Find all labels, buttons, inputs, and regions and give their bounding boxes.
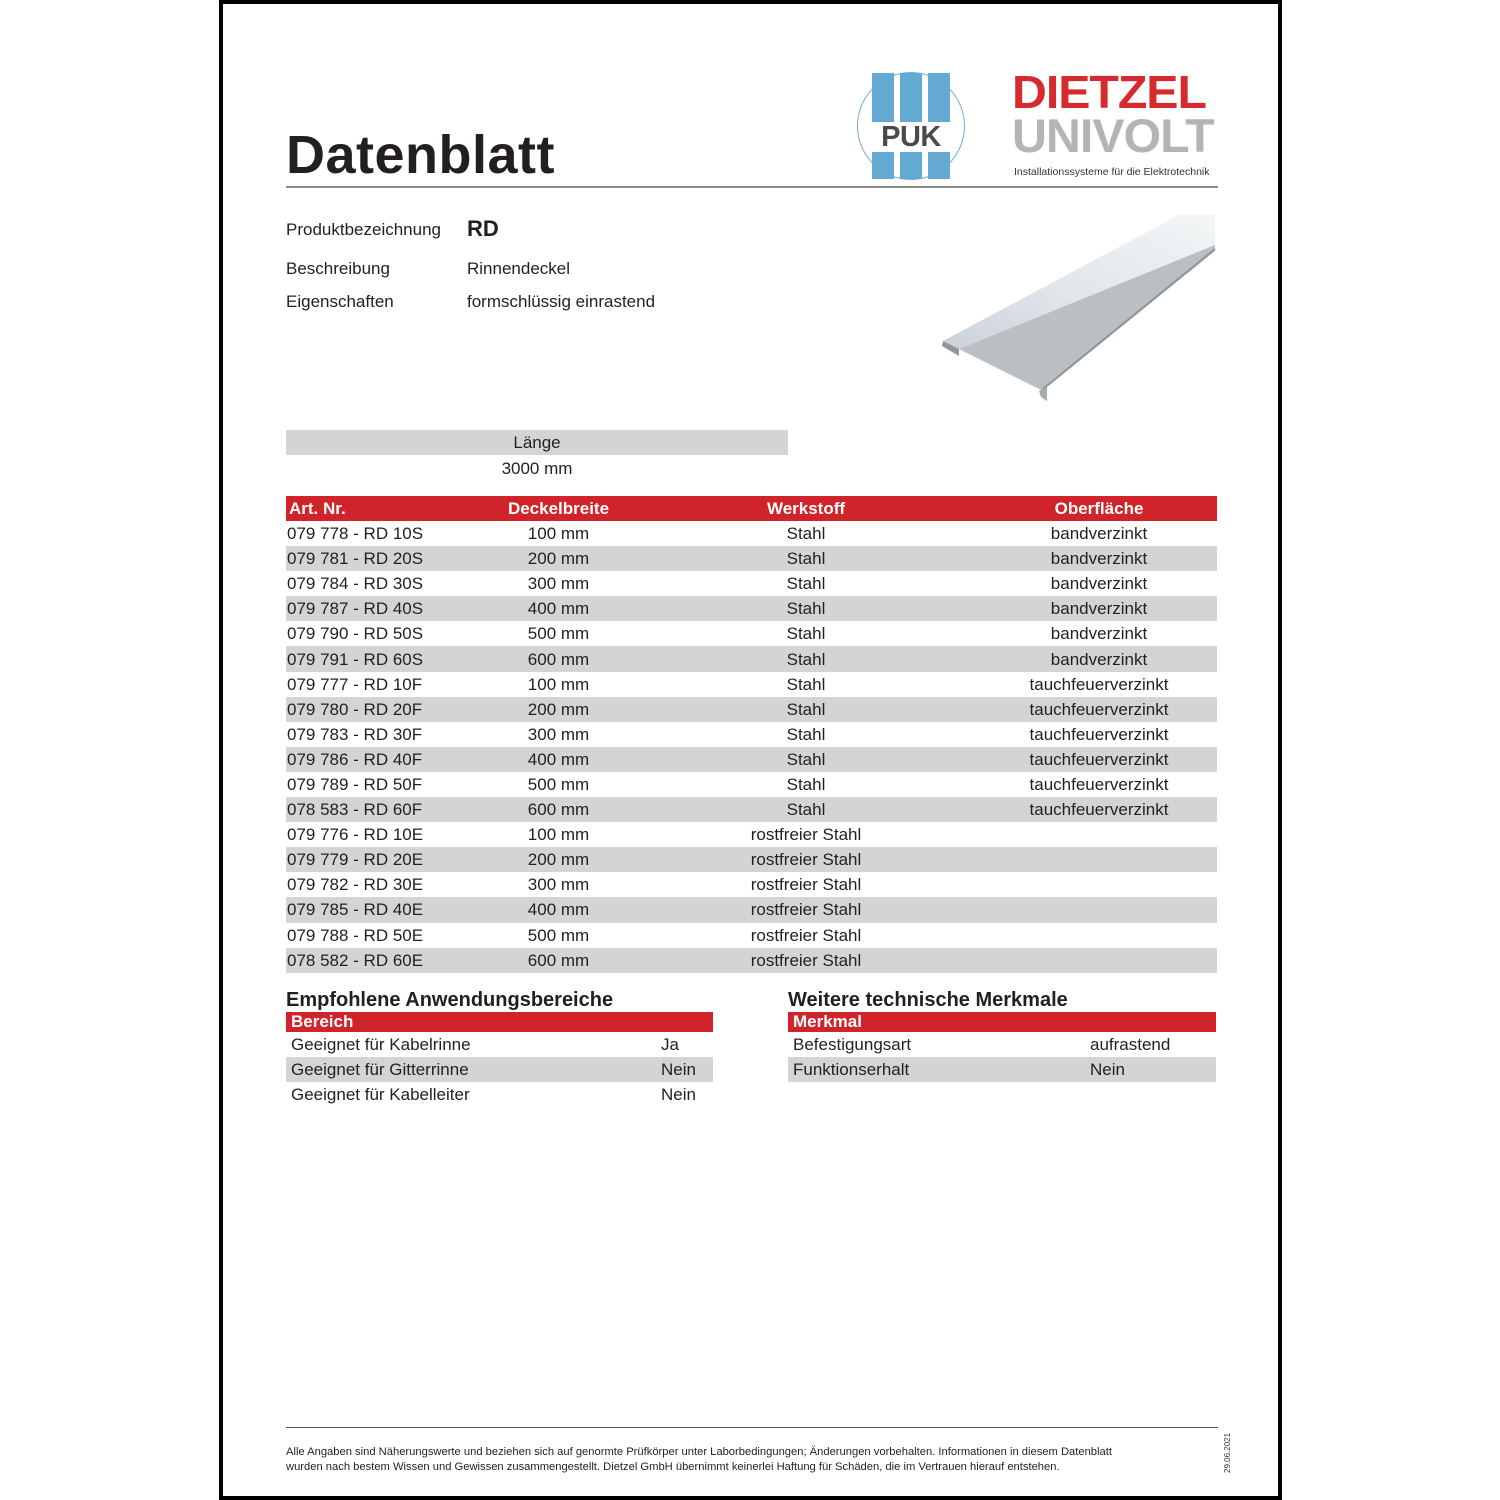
cell-art-nr: 079 790 - RD 50S: [287, 624, 424, 644]
article-table-header: [286, 496, 1217, 521]
disclaimer-line-1: Alle Angaben sind Näherungswerte und beziehen sich auf genormte Prüfkörper unter Laborbedingungen; Änderungen vorbehalten. Informationen in diesem Datenblatt: [286, 1446, 1112, 1458]
cell-width: 100 mm: [527, 524, 590, 544]
cell-material: Stahl: [786, 724, 826, 744]
cell-width: 500 mm: [527, 624, 590, 644]
cell-material: Stahl: [786, 624, 826, 644]
datasheet-page: [219, 0, 1282, 1500]
cell-material: Stahl: [631, 596, 981, 621]
cell-material: Stahl: [786, 774, 826, 794]
cell-material: rostfreier Stahl: [750, 825, 862, 845]
cell-art-nr: 079 782 - RD 30E: [287, 875, 424, 895]
table-row: [788, 1057, 1216, 1082]
cell-surface: bandverzinkt: [981, 546, 1217, 571]
cell-surface: tauchfeuerverzinkt: [981, 747, 1217, 772]
cell-art-nr: 079 780 - RD 20F: [286, 697, 486, 722]
table-row: [286, 546, 1217, 571]
cell-width: 200 mm: [486, 546, 631, 571]
cell-material: Stahl: [786, 524, 826, 544]
cell-material: Stahl: [631, 797, 981, 822]
cell-surface: [981, 822, 1217, 847]
cell-width: 600 mm: [486, 948, 631, 973]
cell-feature-value: aufrastend: [1090, 1035, 1171, 1054]
table-row: [286, 521, 1217, 546]
cell-material: Stahl: [631, 697, 981, 722]
cell-width: 200 mm: [486, 847, 631, 872]
cell-material: rostfreier Stahl: [631, 847, 981, 872]
cell-surface: bandverzinkt: [1050, 624, 1148, 644]
cell-material: Stahl: [786, 574, 826, 594]
cell-width: 500 mm: [527, 774, 590, 794]
properties-value: formschlüssig einrastend: [467, 292, 656, 311]
cell-width: 400 mm: [486, 747, 631, 772]
table-row: [286, 621, 1217, 646]
cell-width: 300 mm: [527, 724, 590, 744]
cell-area: Geeignet für Kabelrinne: [291, 1035, 471, 1054]
cell-width: 300 mm: [527, 574, 590, 594]
cell-width: 200 mm: [486, 697, 631, 722]
cell-surface: [981, 948, 1217, 973]
footer-disclaimer: [286, 1445, 1221, 1475]
cell-width: 500 mm: [527, 925, 590, 945]
cell-surface: tauchfeuerverzinkt: [1029, 774, 1169, 794]
table-row: [286, 797, 1217, 822]
table-row: [788, 1032, 1216, 1057]
cell-suitable: Nein: [656, 1057, 713, 1082]
cell-art-nr: 079 783 - RD 30F: [287, 724, 423, 744]
table-row: [286, 1032, 713, 1057]
cell-material: Stahl: [631, 646, 981, 671]
table-row: [286, 847, 1217, 872]
cell-material: rostfreier Stahl: [750, 925, 862, 945]
applications-header: Bereich: [286, 1012, 713, 1032]
table-row: [286, 1057, 713, 1082]
cell-material: rostfreier Stahl: [631, 948, 981, 973]
cell-feature: Befestigungsart: [793, 1035, 912, 1054]
cell-area: Geeignet für Kabelleiter: [291, 1085, 470, 1104]
dietzel-logo-text: DIETZEL: [1012, 66, 1206, 118]
cell-art-nr: 079 784 - RD 30S: [287, 574, 424, 594]
features-table: [788, 1012, 1216, 1082]
cell-material: Stahl: [631, 747, 981, 772]
cell-surface: [981, 847, 1217, 872]
table-row: [286, 948, 1217, 973]
product-name-value: RD: [467, 216, 499, 241]
col-header-deckelbreite: Deckelbreite: [486, 496, 631, 521]
table-row: [286, 747, 1217, 772]
cell-material: rostfreier Stahl: [631, 897, 981, 922]
table-row: [286, 571, 1217, 596]
description-label: Beschreibung: [286, 259, 390, 278]
cell-width: 300 mm: [527, 875, 590, 895]
cell-art-nr: 079 781 - RD 20S: [286, 546, 486, 571]
cell-width: 600 mm: [486, 646, 631, 671]
cell-surface: tauchfeuerverzinkt: [981, 697, 1217, 722]
cell-surface: bandverzinkt: [1050, 524, 1148, 544]
cell-feature: Funktionserhalt: [788, 1057, 1085, 1082]
cell-surface: bandverzinkt: [981, 596, 1217, 621]
cell-surface: [981, 897, 1217, 922]
cell-art-nr: 078 583 - RD 60F: [286, 797, 486, 822]
article-table: [286, 496, 1217, 973]
table-row: [286, 822, 1217, 847]
puk-logo-text: PUK: [870, 122, 952, 152]
length-value: 3000 mm: [501, 459, 573, 478]
table-row: [286, 1082, 713, 1107]
univolt-logo-text: UNIVOLT: [1012, 109, 1214, 162]
cell-material: Stahl: [631, 546, 981, 571]
features-title: Weitere technische Merkmale: [788, 989, 1068, 1011]
cell-surface: tauchfeuerverzinkt: [1029, 674, 1169, 694]
cell-art-nr: 079 786 - RD 40F: [286, 747, 486, 772]
cell-suitable: Nein: [661, 1085, 696, 1104]
col-header-oberflaeche: Oberfläche: [981, 496, 1217, 521]
table-row: [286, 872, 1217, 897]
cell-art-nr: 079 789 - RD 50F: [287, 774, 423, 794]
applications-table: [286, 1012, 713, 1107]
disclaimer-line-2: wurden nach bestem Wissen und Gewissen zusammengestellt. Dietzel GmbH übernimmt keinerlei Haftung für Schäden, die im Vertrauen hierauf entstehen.: [286, 1461, 1060, 1473]
cell-material: Stahl: [786, 674, 826, 694]
cell-material: rostfreier Stahl: [750, 875, 862, 895]
cell-width: 400 mm: [486, 897, 631, 922]
cell-art-nr: 078 582 - RD 60E: [286, 948, 486, 973]
cell-art-nr: 079 788 - RD 50E: [287, 925, 424, 945]
table-row: [286, 596, 1217, 621]
cell-width: 100 mm: [527, 674, 590, 694]
table-row: [286, 672, 1217, 697]
product-image: [939, 211, 1219, 406]
cell-art-nr: 079 785 - RD 40E: [286, 897, 486, 922]
cell-surface: [981, 923, 1217, 948]
cell-width: 400 mm: [486, 596, 631, 621]
cell-art-nr: 079 778 - RD 10S: [287, 524, 424, 544]
table-row: [286, 646, 1217, 671]
cell-art-nr: 079 779 - RD 20E: [286, 847, 486, 872]
properties-label: Eigenschaften: [286, 292, 394, 311]
header-divider: [286, 186, 1218, 188]
cell-surface: bandverzinkt: [1050, 574, 1148, 594]
revision-date: 29.06.2021: [1223, 1432, 1232, 1473]
cell-art-nr: 079 777 - RD 10F: [287, 674, 423, 694]
cell-area: Geeignet für Gitterrinne: [286, 1057, 656, 1082]
footer-divider: [286, 1427, 1218, 1428]
description-value: Rinnendeckel: [467, 259, 571, 278]
cell-surface: [981, 872, 1217, 897]
col-header-werkstoff: Werkstoff: [631, 496, 981, 521]
product-name-label: Produktbezeichnung: [286, 220, 442, 239]
puk-logo: [856, 70, 968, 180]
cell-suitable: Ja: [661, 1035, 679, 1054]
cell-surface: bandverzinkt: [981, 646, 1217, 671]
table-row: [286, 697, 1217, 722]
cell-surface: tauchfeuerverzinkt: [1029, 724, 1169, 744]
cell-width: 100 mm: [527, 825, 590, 845]
applications-title: Empfohlene Anwendungsbereiche: [286, 989, 614, 1011]
cell-feature-value: Nein: [1085, 1057, 1216, 1082]
logo-tagline: Installationssysteme für die Elektrotechnik: [1014, 166, 1210, 178]
cell-art-nr: 079 776 - RD 10E: [287, 825, 424, 845]
page-title: Datenblatt: [286, 125, 556, 185]
cell-art-nr: 079 787 - RD 40S: [286, 596, 486, 621]
features-header: Merkmal: [788, 1012, 1216, 1032]
cell-art-nr: 079 791 - RD 60S: [286, 646, 486, 671]
cell-surface: tauchfeuerverzinkt: [981, 797, 1217, 822]
table-row: [286, 923, 1217, 948]
col-header-art-nr: Art. Nr.: [286, 496, 486, 521]
table-row: [286, 722, 1217, 747]
cell-width: 600 mm: [486, 797, 631, 822]
table-row: [286, 897, 1217, 922]
table-row: [286, 772, 1217, 797]
length-header: Länge: [286, 430, 788, 455]
